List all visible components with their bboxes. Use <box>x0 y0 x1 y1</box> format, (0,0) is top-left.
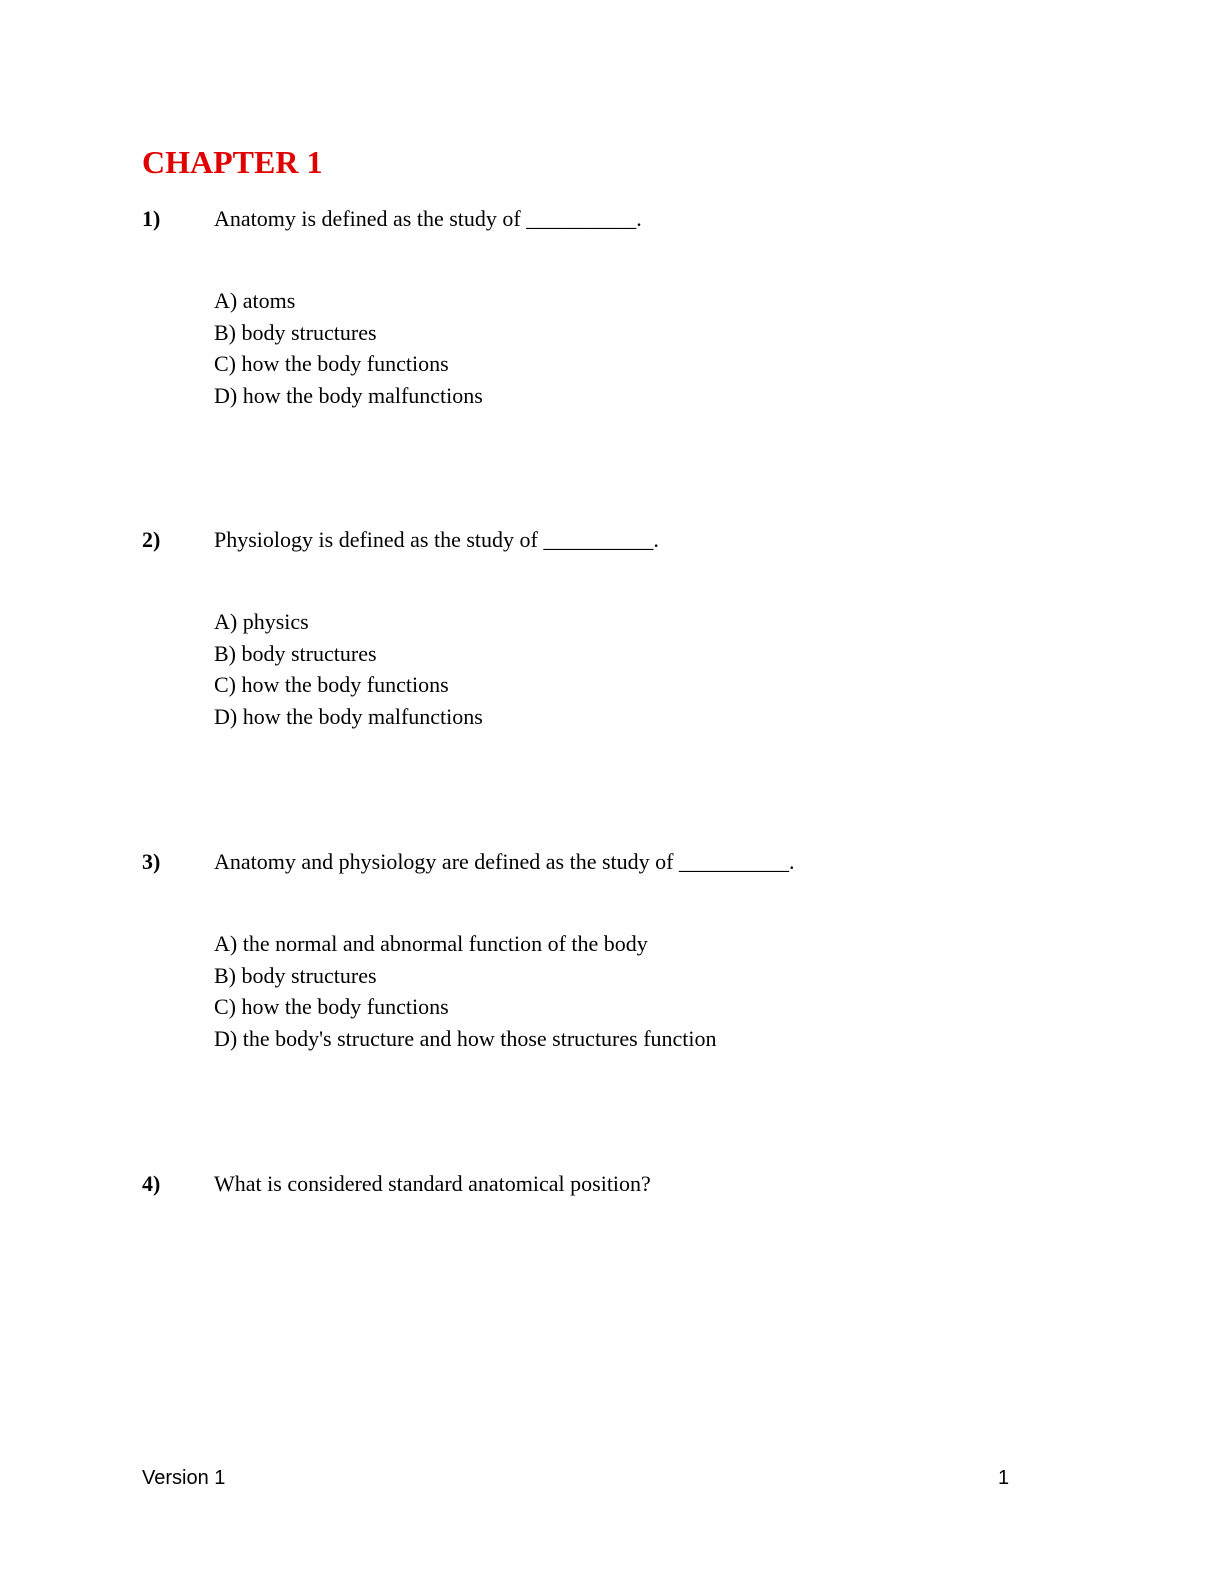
answer-option-d: D) the body's structure and how those structures function <box>214 1025 717 1051</box>
question-1 <box>142 203 1042 423</box>
question-4 <box>142 1168 1042 1208</box>
question-number: 3) <box>142 849 161 874</box>
answer-option-b: B) body structures <box>214 640 377 666</box>
answer-option-b: B) body structures <box>214 962 377 988</box>
answer-option-a: A) the normal and abnormal function of the body <box>214 931 648 956</box>
footer-version: Version 1 <box>142 1467 226 1489</box>
answer-option-c: C) how the body functions <box>214 351 449 376</box>
answer-options <box>214 285 483 411</box>
chapter-title: CHAPTER 1 <box>142 144 323 180</box>
question-row <box>142 846 1042 878</box>
footer-page-number: 1 <box>998 1467 1010 1489</box>
answer-options <box>214 606 483 732</box>
question-2 <box>142 524 1042 744</box>
question-text: Anatomy and physiology are defined as the study of __________. <box>214 849 795 874</box>
answer-option-b: B) body structures <box>214 319 377 345</box>
answer-option-c: C) how the body functions <box>214 994 449 1019</box>
question-text: Anatomy is defined as the study of __________. <box>214 206 642 231</box>
answer-option-c: C) how the body functions <box>214 672 449 697</box>
question-text: What is considered standard anatomical position? <box>214 1171 651 1196</box>
answer-option-d: D) how the body malfunctions <box>214 382 483 408</box>
answer-option-d: D) how the body malfunctions <box>214 703 483 729</box>
question-row <box>142 203 1042 235</box>
question-text: Physiology is defined as the study of __________. <box>214 527 659 552</box>
answer-option-a: A) atoms <box>214 288 296 313</box>
answer-option-a: A) physics <box>214 609 309 634</box>
question-number: 4) <box>142 1171 161 1196</box>
question-number: 1) <box>142 206 161 231</box>
question-row <box>142 1168 1042 1200</box>
question-3 <box>142 846 1042 1066</box>
answer-options <box>214 928 717 1054</box>
question-number: 2) <box>142 527 161 552</box>
question-row <box>142 524 1042 556</box>
